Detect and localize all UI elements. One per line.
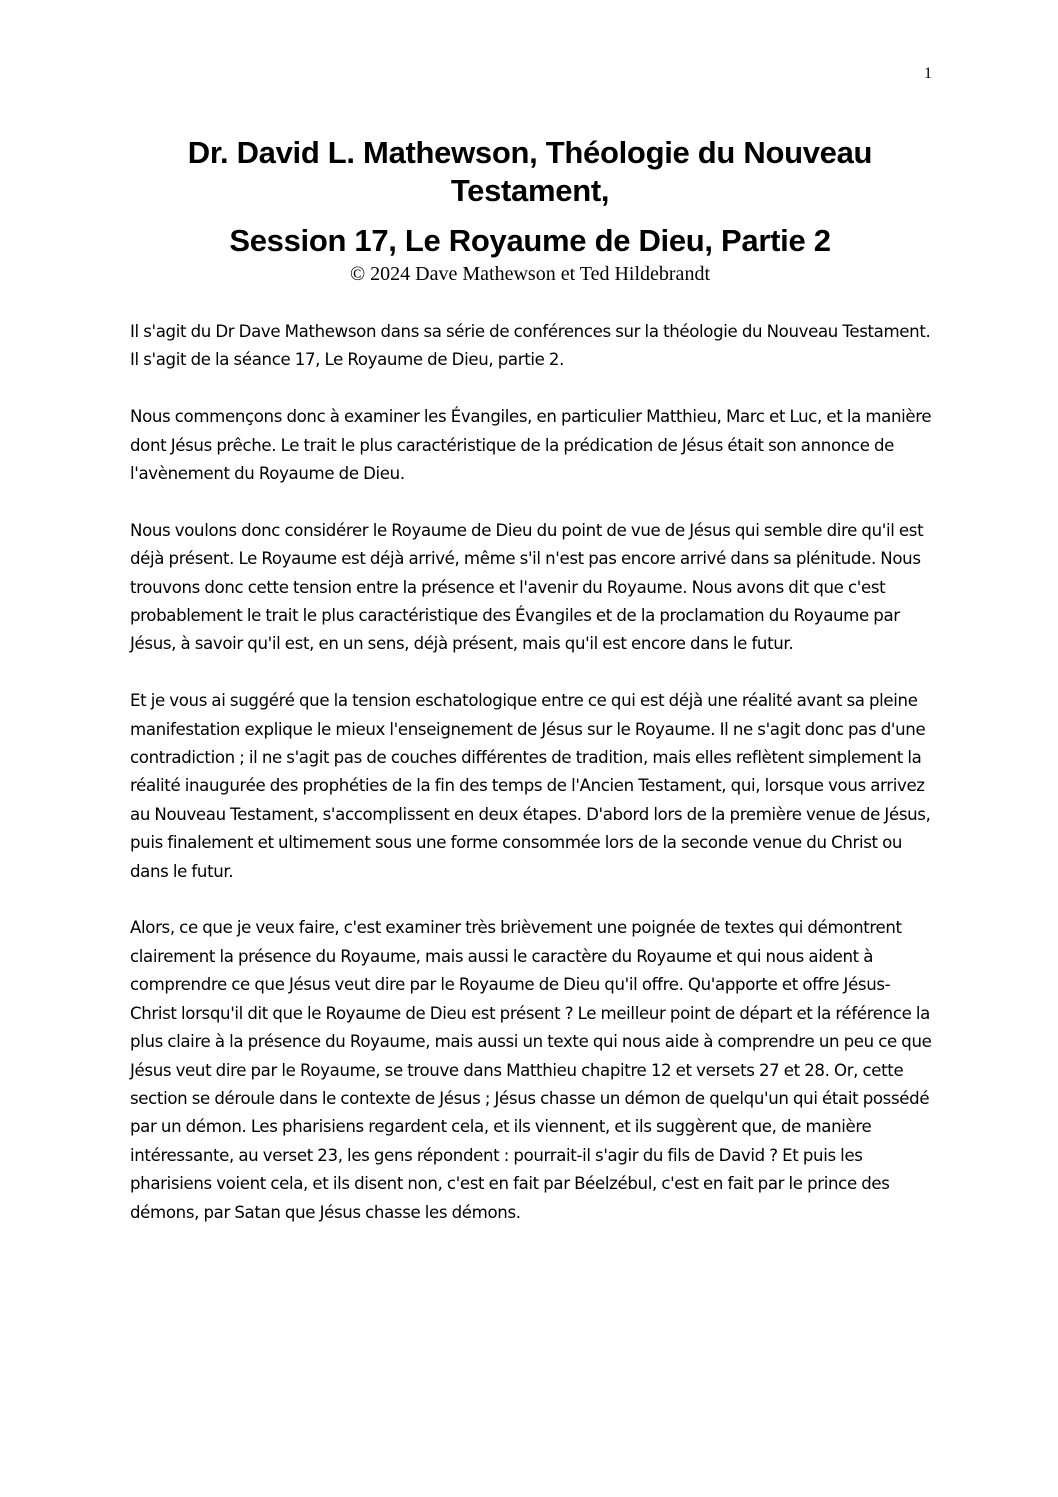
title-line-3: Session 17, Le Royaume de Dieu, Partie 2 [229,223,831,258]
paragraph-2: Nous commençons donc à examiner les Évangiles, en particulier Matthieu, Marc et Luc, et la manière dont Jésus prêche. Le trait le plus caractéristique de la prédication de Jésus était son annonce de l'avènement du Royaume de Dieu. [130,407,932,484]
title-block [128,134,932,286]
paragraph-3: Nous voulons donc considérer le Royaume de Dieu du point de vue de Jésus qui semble dire qu'il est déjà présent. Le Royaume est déjà arrivé, même s'il n'est pas encore arrivé dans sa plénitude. Nous trouvons donc cette tension entre la présence et l'avenir du Royaume. Nous avons dit que c'est probablement le trait le plus caractéristique des Évangiles et de la proclamation du Royaume par Jésus, à savoir qu'il est, en un sens, déjà présent, mais qu'il est encore dans le futur. [130,520,924,654]
page-number: 1 [924,65,932,82]
title-line-1: Dr. David L. Mathewson, Théologie du Nouveau [187,135,873,170]
title-line-2: Testament, [450,173,610,208]
body-text [130,318,935,1255]
paragraph-4: Et je vous ai suggéré que la tension eschatologique entre ce qui est déjà une réalité avant sa pleine manifestation explique le mieux l'enseignement de Jésus sur le Royaume. Il ne s'agit donc pas d'une contradiction ; il ne s'agit pas de couches différentes de tradition, mais elles reflètent simplement la réalité inaugurée des prophéties de la fin des temps de l'Ancien Testament, qui, lorsque vous arrivez au Nouveau Testament, s'accomplissent en deux étapes. D'abord lors de la première venue de Jésus, puis finalement et ultimement sous une forme consommée lors de la seconde venue du Christ ou dans le futur. [130,691,931,881]
paragraph-5: Alors, ce que je veux faire, c'est examiner très brièvement une poignée de textes qui démontrent clairement la présence du Royaume, mais aussi le caractère du Royaume et qui nous aident à comprendre ce que Jésus veut dire par le Royaume de Dieu qu'il offre. Qu'apporte et offre Jésus-Christ lorsqu'il dit que le Royaume de Dieu est présent ? Le meilleur point de départ et la référence la plus claire à la présence du Royaume, mais aussi un texte qui nous aide à comprendre un peu ce que Jésus veut dire par le Royaume, se trouve dans Matthieu chapitre 12 et versets 27 et 28. Or, cette section se déroule dans le contexte de Jésus ; Jésus chasse un démon de quelqu'un qui était possédé par un démon. Les pharisiens regardent cela, et ils viennent, et ils suggèrent que, de manière intéressante, au verset 23, les gens répondent : pourrait-il s'agir du fils de David ? Et puis les pharisiens voient cela, et ils disent non, c'est en fait par Béelzébul, c'est en fait par le prince des démons, par Satan que Jésus chasse les démons. [130,918,932,1222]
copyright-line: © 2024 Dave Mathewson et Ted Hildebrandt [349,263,710,285]
paragraph-1: Il s'agit du Dr Dave Mathewson dans sa série de conférences sur la théologie du Nouveau Testament. Il s'agit de la séance 17, Le Royaume de Dieu, partie 2. [130,322,931,370]
